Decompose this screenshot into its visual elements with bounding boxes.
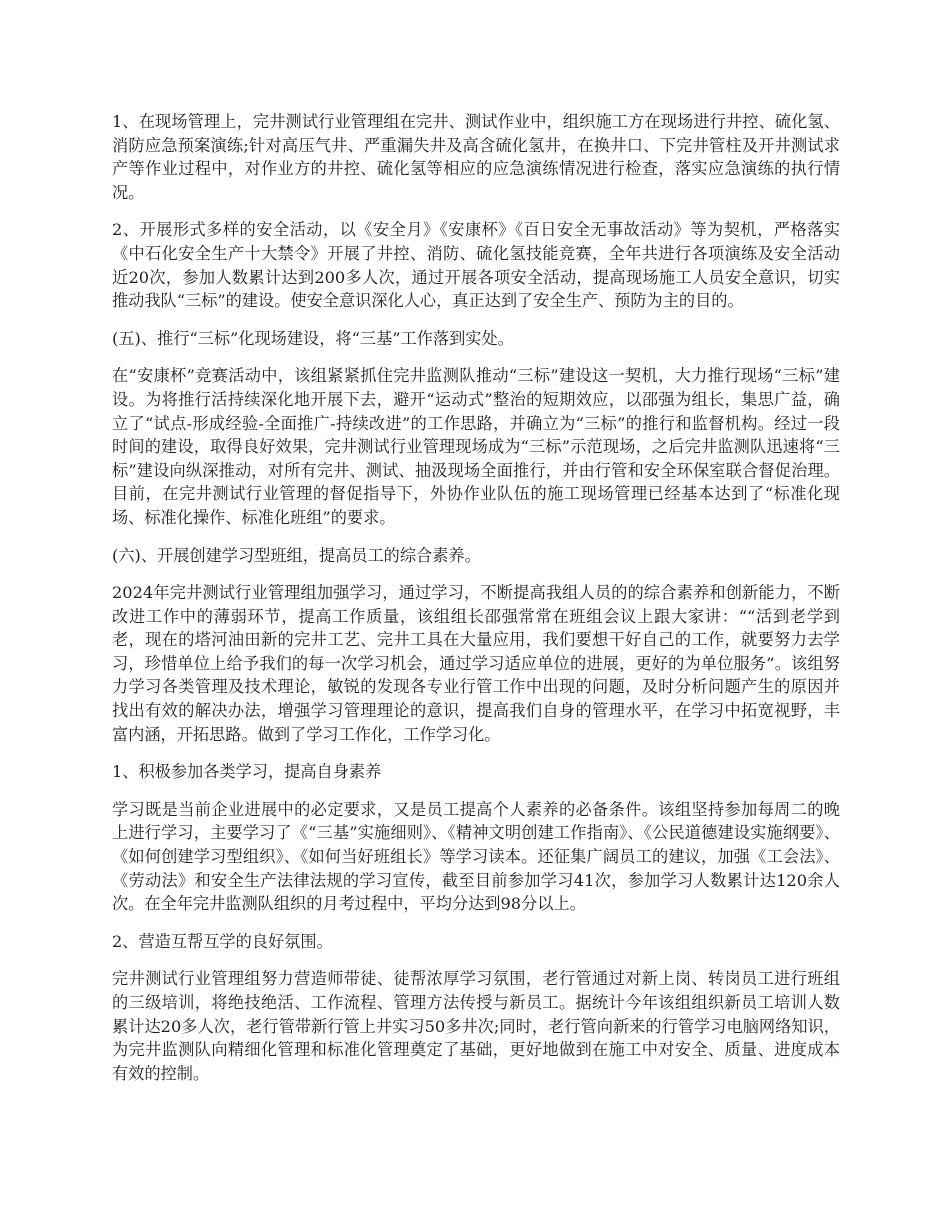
paragraph-study-details: 学习既是当前企业进展中的必定要求，又是员工提高个人素养的必备条件。该组坚持参加每周二的晚上进行学习，主要学习了《“三基”实施细则》、《精神文明创建工作指南》、《公民道德建设实施纲要》、《如何创建学习型组织》、《如何当好班组长》等学习读本。还征集广阔员工的建议，加强《工会法》、《劳动法》和安全生产法律法规的学习宣传，截至目前参加学习41次，参加学习人数累计达120余人次。在全年完井监测队组织的月考过程中，平均分达到98分以上。: [112, 799, 840, 914]
subheading-join-learning: 1、积极参加各类学习，提高自身素养: [112, 762, 382, 782]
paragraph-safety-activities: 2、开展形式多样的安全活动，以《安全月》《安康杯》《百日安全无事故活动》等为契机，严格落实《中石化安全生产十大禁令》开展了井控、消防、硫化氢技能竞赛，全年共进行各项演练及安全活动近20次，参加人数累计达到200多人次，通过开展各项安全活动，提高现场施工人员安全意识，切实推动我队“三标”的建设。使安全意识深化人心，真正达到了安全生产、预防为主的目的。: [112, 220, 840, 311]
paragraph-learning-team: 2024年完井测试行业管理组加强学习，通过学习，不断提高我组人员的的综合素养和创新能力，不断改进工作中的薄弱环节，提高工作质量，该组组长邵强常常在班组会议上跟大家讲：““活到老学到老，现在的塔河油田新的完井工艺、完井工具在大量应用，我们要想干好自己的工作，就要努力去学习，珍惜单位上给予我们的每一次学习机会，通过学习适应单位的进展，更好的为单位服务”。该组努力学习各类管理及技术理论，敏锐的发现各专业行管工作中出现的问题，及时分析问题产生的原因并找出有效的解决办法，增强学习管理理论的意识，提高我们自身的管理水平，在学习中拓宽视野，丰富内涵，开拓思路。做到了学习工作化，工作学习化。: [112, 583, 840, 744]
paragraph-drill-management: 1、在现场管理上，完井测试行业管理组在完井、测试作业中，组织施工方在现场进行井控、硫化氢、消防应急预案演练;针对高压气井、严重漏失井及高含硫化氢井，在换井口、下完井管柱及开井测试求产等作业过程中，对作业方的井控、硫化氢等相应的应急演练情况进行检查，落实应急演练的执行情况。: [112, 112, 840, 202]
paragraph-three-standards: 在“安康杯”竞赛活动中，该组紧紧抓住完井监测队推动“三标”建设这一契机，大力推行现场“三标”建设。为将推行活持续深化地开展下去，避开“运动式”整治的短期效应，以邵强为组长，集思广益，确立了“试点-形成经验-全面推广-持续改进”的工作思路，并确立为“三标”的推行和监督机构。经过一段时间的建设，取得良好效果，完井测试行业管理现场成为“三标”示范现场，之后完井监测队迅速将“三标”建设向纵深推动，对所有完井、测试、抽汲现场全面推行，并由行管和安全环保室联合督促治理。目前，在完井测试行业管理的督促指导下，外协作业队伍的施工现场管理已经基本达到了“标准化现场、标准化操作、标准化班组”的要求。: [112, 366, 840, 527]
section-heading-six: (六)、开展创建学习型班组，提高员工的综合素养。: [112, 545, 481, 565]
paragraph-mentoring: 完井测试行业管理组努力营造师带徒、徒帮浓厚学习氛围，老行管通过对新上岗、转岗员工进行班组的三级培训，将绝技绝活、工作流程、管理方法传授与新员工。据统计今年该组组织新员工培训人数累计达20多人次，老行管带新行管上井实习50多井次;同时，老行管向新来的行管学习电脑网络知识，为完井监测队向精细化管理和标准化管理奠定了基础，更好地做到在施工中对安全、质量、进度成本有效的控制。: [112, 969, 840, 1083]
section-heading-five: (五)、推行“三标”化现场建设，将“三基”工作落到实处。: [112, 328, 514, 348]
document-body: [112, 110, 840, 1099]
subheading-mutual-help: 2、营造互帮互学的良好氛围。: [112, 931, 333, 951]
